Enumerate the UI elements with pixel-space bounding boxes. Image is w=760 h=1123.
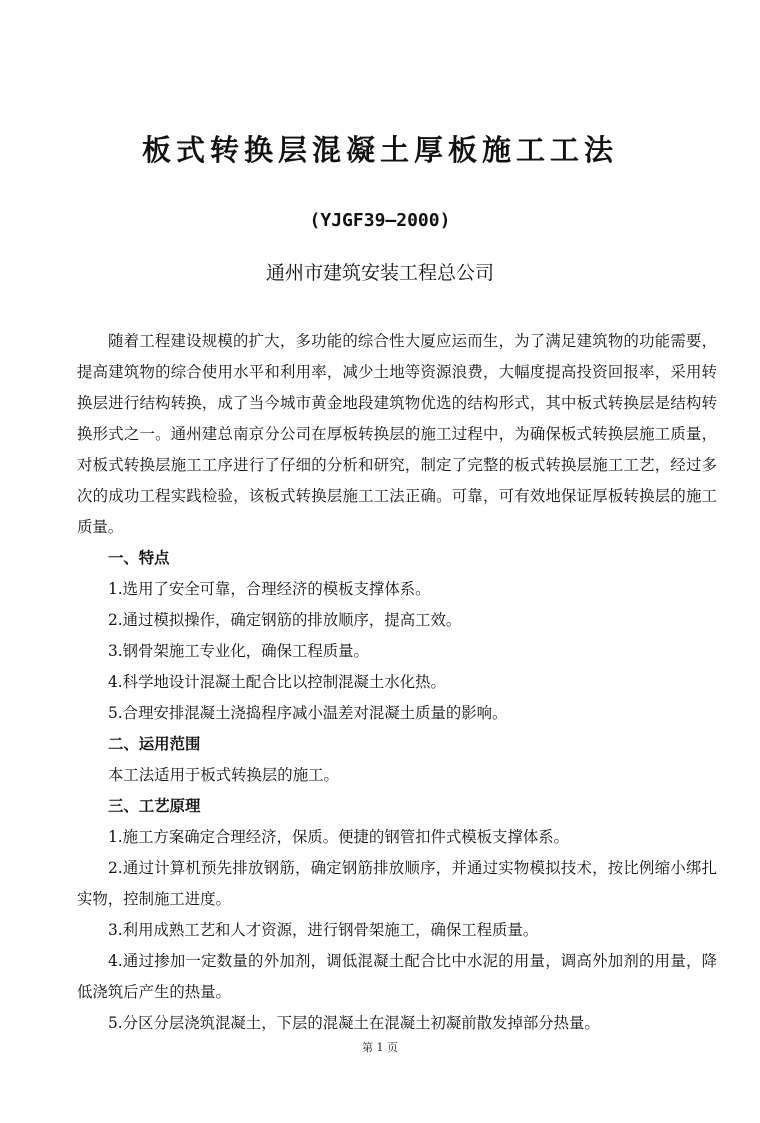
principle-item: 2.通过计算机预先排放钢筋，确定钢筋排放顺序，并通过实物模拟技术，按比例缩小绑扎实物，控制施工进度。 bbox=[77, 859, 717, 908]
principle-item: 3.利用成熟工艺和人才资源，进行钢骨架施工，确保工程质量。 bbox=[108, 921, 539, 939]
feature-item: 4.科学地设计混凝土配合比以控制混凝土水化热。 bbox=[108, 673, 446, 691]
document-code: (YJGF39—2000) bbox=[309, 210, 451, 231]
section-heading-features: 一、特点 bbox=[108, 549, 170, 567]
principle-item: 5.分区分层浇筑混凝土，下层的混凝土在混凝土初凝前散发掉部分热量。 bbox=[108, 1014, 600, 1032]
principle-item: 1.施工方案确定合理经济，保质。便捷的钢管扣件式模板支撑体系。 bbox=[108, 828, 570, 846]
feature-item: 5.合理安排混凝土浇捣程序减小温差对混凝土质量的影响。 bbox=[108, 704, 508, 722]
document-body bbox=[77, 326, 717, 1039]
feature-item: 2.通过模拟操作，确定钢筋的排放顺序，提高工效。 bbox=[108, 611, 462, 629]
principle-item: 4.通过掺加一定数量的外加剂，调低混凝土配合比中水泥的用量，调高外加剂的用量，降低浇筑后产生的热量。 bbox=[77, 952, 717, 1001]
scope-paragraph: 本工法适用于板式转换层的施工。 bbox=[108, 766, 339, 784]
intro-paragraph: 随着工程建设规模的扩大，多功能的综合性大厦应运而生，为了满足建筑物的功能需要，提高建筑物的综合使用水平和利用率，减少土地等资源浪费，大幅度提高投资回报率，采用转换层进行结构转换，成了当今城市黄金地段建筑物优选的结构形式，其中板式转换层是结构转换形式之一。通州建总南京分公司在厚板转换层的施工过程中，为确保板式转换层施工质量，对板式转换层施工工序进行了仔细的分析和研究，制定了完整的板式转换层施工工艺，经过多次的成功工程实践检验，该板式转换层施工工法正确。可靠，可有效地保证厚板转换层的施工质量。 bbox=[77, 332, 717, 536]
feature-item: 3.钢骨架施工专业化，确保工程质量。 bbox=[108, 642, 369, 660]
feature-item: 1.选用了安全可靠，合理经济的模板支撑体系。 bbox=[108, 580, 431, 598]
section-heading-scope: 二、运用范围 bbox=[108, 735, 201, 753]
page-number: 第 1 页 bbox=[362, 1041, 398, 1054]
document-title: 板式转换层混凝土厚板施工工法 bbox=[141, 133, 618, 167]
section-heading-principle: 三、工艺原理 bbox=[108, 797, 201, 815]
company-name: 通州市建筑安装工程总公司 bbox=[265, 262, 494, 284]
